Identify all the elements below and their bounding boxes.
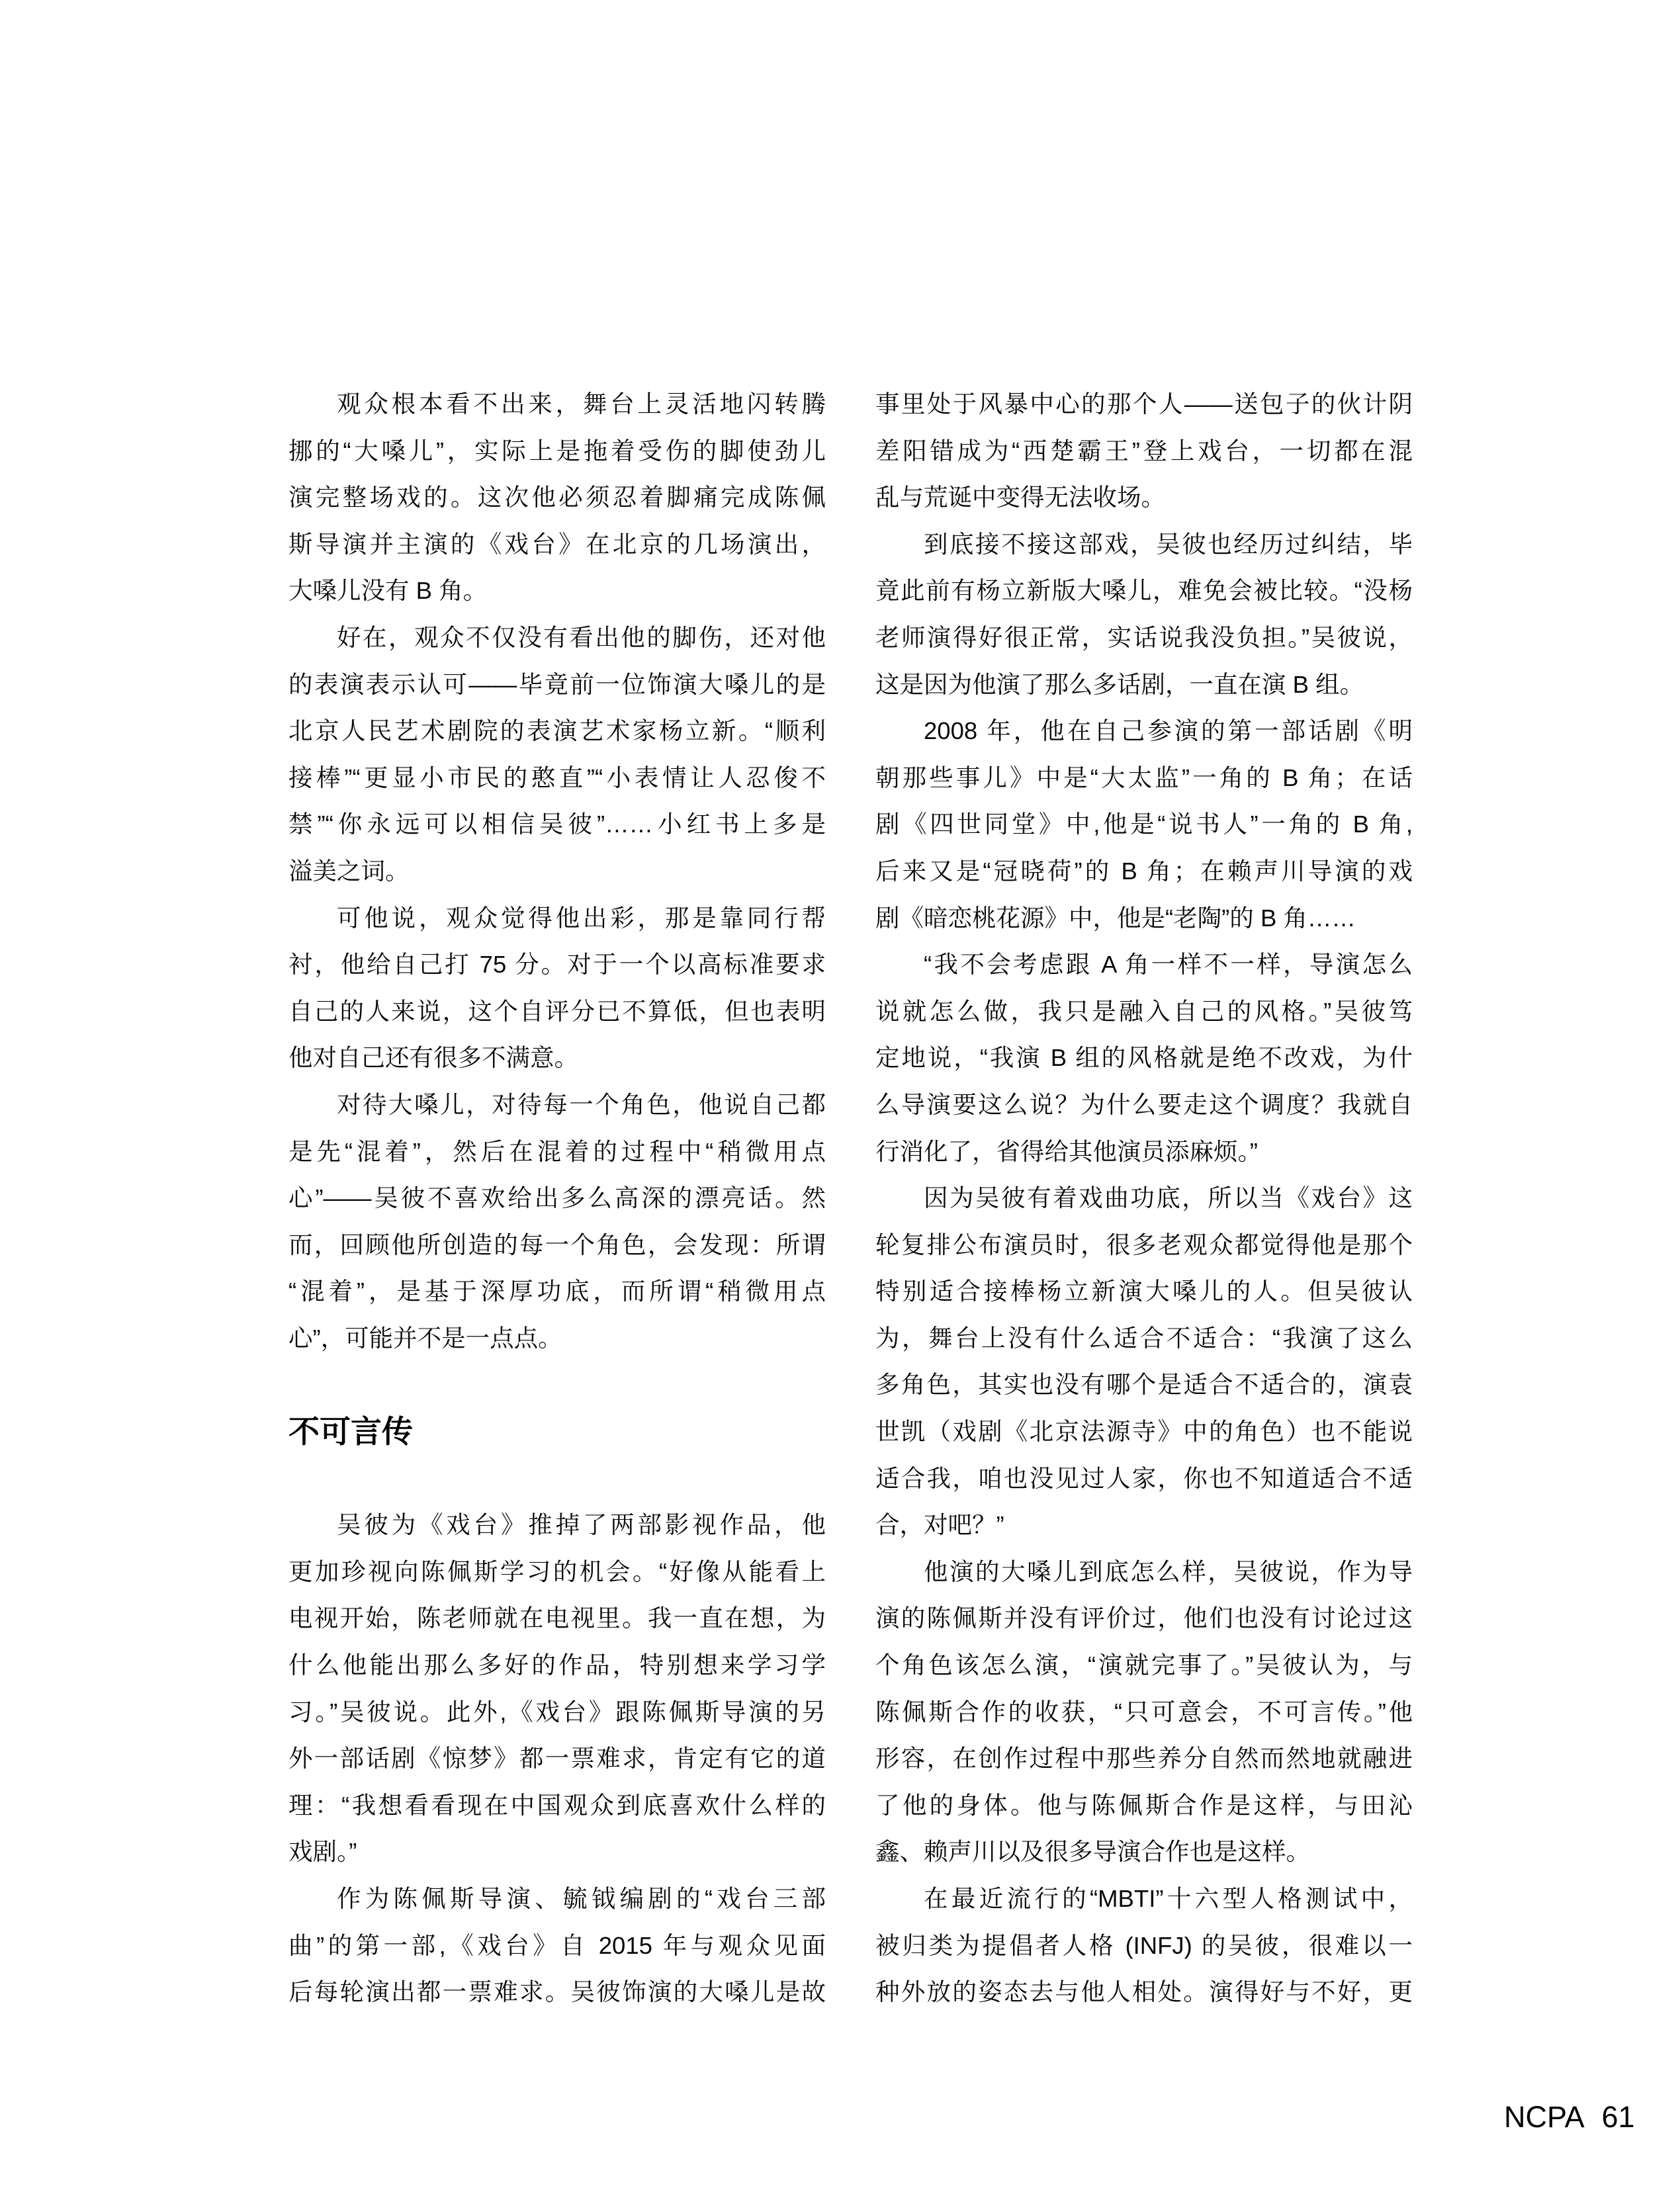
text-line: 事里处于风暴中心的那个人——送包子的伙计阴 bbox=[875, 390, 1413, 417]
text-line: “我不会考虑跟 A 角一样不一样，导演怎么 bbox=[924, 951, 1413, 979]
paragraph bbox=[288, 1876, 826, 2016]
paragraph bbox=[875, 941, 1413, 1175]
text-line: 剧《四世同堂》中,他是“说书人”一角的 B 角, bbox=[875, 810, 1413, 838]
text-line: 么导演要这么说？为什么要走这个调度？我就自 bbox=[875, 1090, 1413, 1118]
text-line: 他对自己还有很多不满意。 bbox=[288, 1044, 578, 1072]
text-line: 定地说，“我演 B 组的风格就是绝不改戏，为什 bbox=[875, 1044, 1413, 1072]
text-line: 好在，观众不仅没有看出他的脚伤，还对他 bbox=[337, 623, 826, 651]
text-line: 的表演表示认可——毕竟前一位饰演大嗓儿的是 bbox=[288, 670, 826, 698]
text-line: 后来又是“冠晓荷”的 B 角；在赖声川导演的戏 bbox=[875, 857, 1413, 885]
text-line: 乱与荒诞中变得无法收场。 bbox=[875, 484, 1165, 511]
paragraph bbox=[288, 381, 826, 615]
text-line: 剧《暗恋桃花源》中，他是“老陶”的 B 角…… bbox=[875, 904, 1356, 932]
paragraph bbox=[875, 1876, 1413, 2016]
text-line: 形容，在创作过程中那些养分自然而然地就融进 bbox=[875, 1745, 1413, 1772]
text-line: 斯导演并主演的《戏台》在北京的几场演出， bbox=[288, 530, 826, 558]
text-line: 朝那些事儿》中是“大太监”一角的 B 角；在话 bbox=[875, 764, 1413, 791]
paragraph bbox=[875, 1549, 1413, 1876]
text-line: 种外放的姿态去与他人相处。演得好与不好，更 bbox=[875, 1978, 1413, 2006]
paragraph bbox=[875, 708, 1413, 941]
text-line: “混着”，是基于深厚功底，而所谓“稍微用点 bbox=[288, 1278, 826, 1305]
text-line: 曲”的第一部,《戏台》自 2015 年与观众见面 bbox=[288, 1931, 826, 1959]
text-line: 心”——吴彼不喜欢给出多么高深的漂亮话。然 bbox=[288, 1184, 826, 1212]
text-line: 竟此前有杨立新版大嗓儿，难免会被比较。“没杨 bbox=[875, 577, 1413, 605]
text-line: 演完整场戏的。这次他必须忍着脚痛完成陈佩 bbox=[288, 484, 826, 511]
article-column-right bbox=[875, 381, 1413, 2016]
page-number: NCPA 61 bbox=[1504, 2100, 1635, 2134]
text-line: 吴彼为《戏台》推掉了两部影视作品，他 bbox=[337, 1511, 826, 1539]
text-line: 在最近流行的“MBTI”十六型人格测试中， bbox=[924, 1885, 1413, 1912]
text-line: 接棒”“更显小市民的憨直”“小表情让人忍俊不 bbox=[288, 764, 826, 791]
text-line: 鑫、赖声川以及很多导演合作也是这样。 bbox=[875, 1838, 1310, 1866]
text-line: 心”，可能并不是一点点。 bbox=[288, 1324, 562, 1352]
text-line: 是先“混着”，然后在混着的过程中“稍微用点 bbox=[288, 1137, 826, 1165]
paragraph bbox=[875, 381, 1413, 521]
text-line: 更加珍视向陈佩斯学习的机会。“好像从能看上 bbox=[288, 1557, 826, 1585]
text-line: 对待大嗓儿，对待每一个角色，他说自己都 bbox=[337, 1090, 826, 1118]
paragraph bbox=[288, 895, 826, 1082]
text-line: 陈佩斯合作的收获，“只可意会，不可言传。”他 bbox=[875, 1698, 1413, 1726]
text-line: 禁”“你永远可以相信吴彼”……小红书上多是 bbox=[288, 810, 826, 838]
text-line: 特别适合接棒杨立新演大嗓儿的人。但吴彼认 bbox=[875, 1278, 1413, 1305]
text-line: 而，回顾他所创造的每一个角色，会发现：所谓 bbox=[288, 1231, 826, 1258]
text-line: 挪的“大嗓儿”，实际上是拖着受伤的脚使劲儿 bbox=[288, 437, 826, 464]
text-line: 行消化了，省得给其他演员添麻烦。” bbox=[875, 1137, 1258, 1165]
page-footer bbox=[1429, 2066, 1635, 2169]
text-line: 可他说，观众觉得他出彩，那是靠同行帮 bbox=[337, 904, 826, 932]
text-line: 被归类为提倡者人格 (INFJ) 的吴彼，很难以一 bbox=[875, 1931, 1413, 1959]
text-line: 轮复排公布演员时，很多老观众都觉得他是那个 bbox=[875, 1231, 1413, 1258]
text-line: 北京人民艺术剧院的表演艺术家杨立新。“顺利 bbox=[288, 717, 826, 745]
text-line: 演的陈佩斯并没有评价过，他们也没有讨论过这 bbox=[875, 1604, 1413, 1632]
paragraph bbox=[288, 1502, 826, 1876]
paragraph bbox=[288, 1082, 826, 1362]
text-line: 他演的大嗓儿到底怎么样，吴彼说，作为导 bbox=[924, 1557, 1413, 1585]
text-line: 自己的人来说，这个自评分已不算低，但也表明 bbox=[288, 997, 826, 1025]
text-line: 后每轮演出都一票难求。吴彼饰演的大嗓儿是故 bbox=[288, 1978, 826, 2006]
paragraph bbox=[875, 521, 1413, 708]
text-line: 老师演得好很正常，实话说我没负担。”吴彼说， bbox=[875, 623, 1413, 651]
text-line: 因为吴彼有着戏曲功底，所以当《戏台》这 bbox=[924, 1184, 1413, 1212]
text-line: 个角色该怎么演，“演就完事了。”吴彼认为，与 bbox=[875, 1651, 1413, 1679]
text-line: 电视开始，陈老师就在电视里。我一直在想，为 bbox=[288, 1604, 826, 1632]
text-line: 溢美之词。 bbox=[288, 857, 410, 885]
text-line: 戏剧。” bbox=[288, 1838, 357, 1866]
paragraph bbox=[288, 615, 826, 895]
text-line: 大嗓儿没有 B 角。 bbox=[288, 577, 488, 605]
text-line: 这是因为他演了那么多话剧，一直在演 B 组。 bbox=[875, 670, 1364, 698]
text-line: 世凯（戏剧《北京法源寺》中的角色）也不能说 bbox=[875, 1418, 1413, 1446]
text-line: 了他的身体。他与陈佩斯合作是这样，与田沁 bbox=[875, 1791, 1413, 1819]
text-line: 理：“我想看看现在中国观众到底喜欢什么样的 bbox=[288, 1791, 826, 1819]
text-line: 说就怎么做，我只是融入自己的风格。”吴彼笃 bbox=[875, 997, 1413, 1025]
text-line: 什么他能出那么多好的作品，特别想来学习学 bbox=[288, 1651, 826, 1679]
text-line: 多角色，其实也没有哪个是适合不适合的，演袁 bbox=[875, 1371, 1413, 1399]
text-line: 衬，他给自己打 75 分。对于一个以高标准要求 bbox=[288, 951, 826, 979]
section-heading: 不可言传 bbox=[288, 1414, 413, 1450]
text-line: 为，舞台上没有什么适合不适合：“我演了这么 bbox=[875, 1324, 1413, 1352]
text-line: 2008 年，他在自己参演的第一部话剧《明 bbox=[924, 717, 1413, 745]
text-line: 差阳错成为“西楚霸王”登上戏台，一切都在混 bbox=[875, 437, 1413, 464]
text-line: 外一部话剧《惊梦》都一票难求，肯定有它的道 bbox=[288, 1745, 826, 1772]
text-line: 合，对吧？” bbox=[875, 1511, 1004, 1539]
text-line: 作为陈佩斯导演、毓钺编剧的“戏台三部 bbox=[337, 1885, 826, 1912]
text-line: 适合我，咱也没见过人家，你也不知道适合不适 bbox=[875, 1464, 1413, 1492]
paragraph bbox=[875, 1175, 1413, 1549]
text-line: 习。”吴彼说。此外,《戏台》跟陈佩斯导演的另 bbox=[288, 1698, 826, 1726]
text-line: 到底接不接这部戏，吴彼也经历过纠结，毕 bbox=[924, 530, 1413, 558]
text-line: 观众根本看不出来，舞台上灵活地闪转腾 bbox=[337, 390, 826, 417]
article-column-left bbox=[288, 381, 826, 2016]
